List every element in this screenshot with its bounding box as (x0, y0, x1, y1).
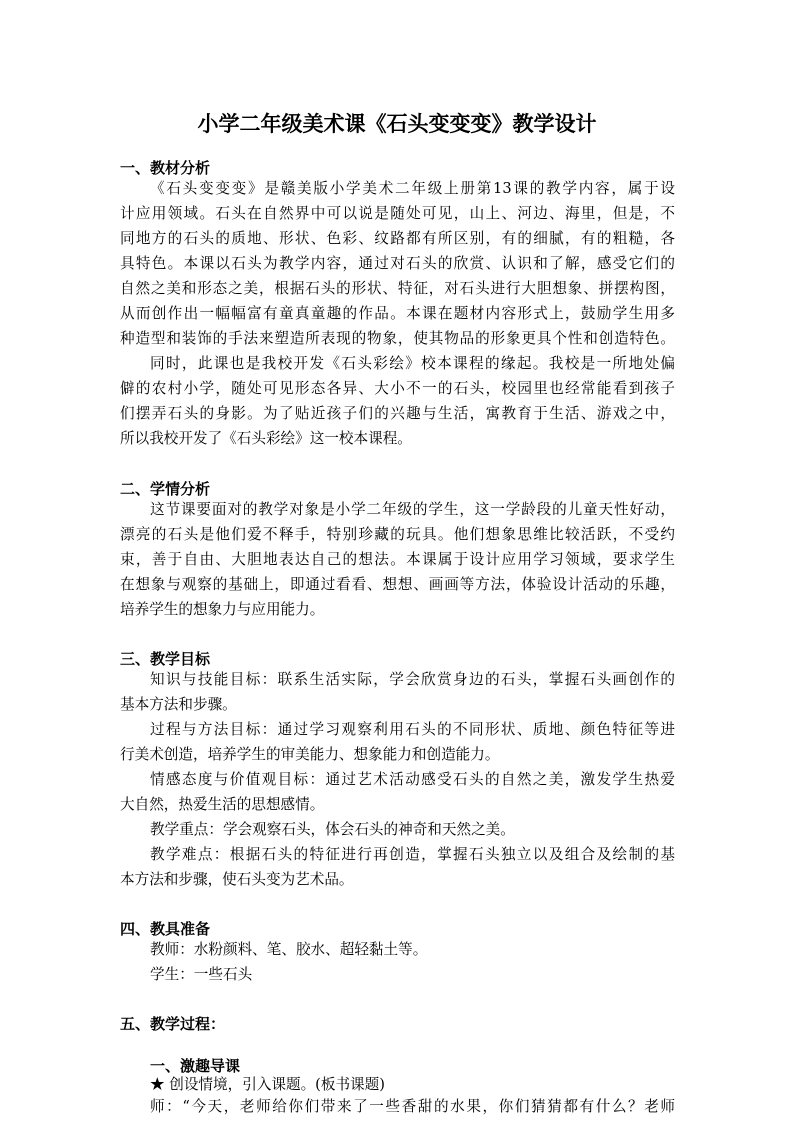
paragraph-line: 行美术创造，培养学生的审美能力、想象能力和创造能力。 (120, 746, 500, 763)
paragraph-line: 师：“今天，老师给你们带来了一些香甜的水果，你们猜猜都有什么？老师 (150, 1098, 675, 1115)
section-heading-3: 三、教学目标 (120, 650, 211, 668)
section-heading-5: 五、教学过程： (120, 1015, 226, 1033)
paragraph-line: 漂亮的石头是他们爱不释手，特别珍藏的玩具。他们想象思维比较活跃，不受约 (120, 526, 675, 543)
paragraph-line: 们摆弄石头的身影。为了贴近孩子们的兴趣与生活，寓教育于生活、游戏之中， (120, 405, 675, 422)
paragraph-line: 教学重点：学会观察石头，体会石头的神奇和天然之美。 (150, 821, 515, 838)
paragraph-line: 教学难点：根据石头的特征进行再创造，掌握石头独立以及组合及绘制的基 (150, 846, 675, 863)
paragraph-line: 计应用领域。石头在自然界中可以说是随处可见，山上、河边、海里，但是，不 (120, 205, 675, 222)
section-heading-2: 二、学情分析 (120, 480, 211, 498)
paragraph-line: 同地方的石头的质地、形状、色彩、纹路都有所区别，有的细腻，有的粗糙，各 (120, 230, 675, 247)
paragraph-line: 在想象与观察的基础上，即通过看看、想想、画画等方法，体验设计活动的乐趣， (120, 576, 675, 593)
paragraph-line: 基本方法和步骤。 (120, 696, 237, 713)
document-title: 小学二年级美术课《石头变变变》教学设计 (197, 112, 597, 136)
paragraph-line: 所以我校开发了《石头彩绘》这一校本课程。 (120, 430, 412, 447)
paragraph-line: 僻的农村小学，随处可见形态各异、大小不一的石头，校园里也经常能看到孩子 (120, 380, 675, 397)
paragraph-line: 情感态度与价值观目标：通过艺术活动感受石头的自然之美，激发学生热爱 (150, 771, 675, 788)
paragraph-line: 束，善于自由、大胆地表达自己的想法。本课属于设计应用学习领域，要求学生 (120, 551, 675, 568)
paragraph-line: 本方法和步骤，使石头变为艺术品。 (120, 871, 354, 888)
paragraph-line: 大自然，热爱生活的思想感情。 (120, 796, 325, 813)
paragraph-line: 学生：一些石头 (150, 966, 253, 983)
paragraph-line: 具特色。本课以石头为教学内容，通过对石头的欣赏、认识和了解，感受它们的 (120, 255, 675, 272)
paragraph-line: 这节课要面对的教学对象是小学二年级的学生，这一学龄段的儿童天性好动， (150, 501, 675, 518)
paragraph-line: 培养学生的想象力与应用能力。 (120, 601, 325, 618)
section-heading-1: 一、教材分析 (120, 159, 211, 177)
paragraph-line: 过程与方法目标：通过学习观察利用石头的不同形状、质地、颜色特征等进 (150, 721, 675, 738)
paragraph-line: ★ 创设情境，引入课题。(板书课题) (150, 1076, 385, 1093)
subsection-heading: 一、激趣导课 (150, 1057, 241, 1075)
paragraph-line: 种造型和装饰的手法来塑造所表现的物象，使其物品的形象更具个性和创造特色。 (120, 330, 675, 347)
paragraph-line: 知识与技能目标：联系生活实际，学会欣赏身边的石头，掌握石头画创作的 (150, 671, 675, 688)
paragraph-line: 从而创作出一幅幅富有童真童趣的作品。本课在题材内容形式上，鼓励学生用多 (120, 305, 675, 322)
paragraph-line: 同时，此课也是我校开发《石头彩绘》校本课程的缘起。我校是一所地处偏 (150, 355, 675, 372)
paragraph-line: 《石头变变变》是赣美版小学美术二年级上册第13课的教学内容，属于设 (150, 180, 675, 197)
paragraph-line: 教师：水粉颜料、笔、胶水、超轻黏土等。 (150, 941, 428, 958)
section-heading-4: 四、教具准备 (120, 920, 211, 938)
paragraph-line: 自然之美和形态之美，根据石头的形状、特征，对石头进行大胆想象、拼摆构图， (120, 280, 675, 297)
